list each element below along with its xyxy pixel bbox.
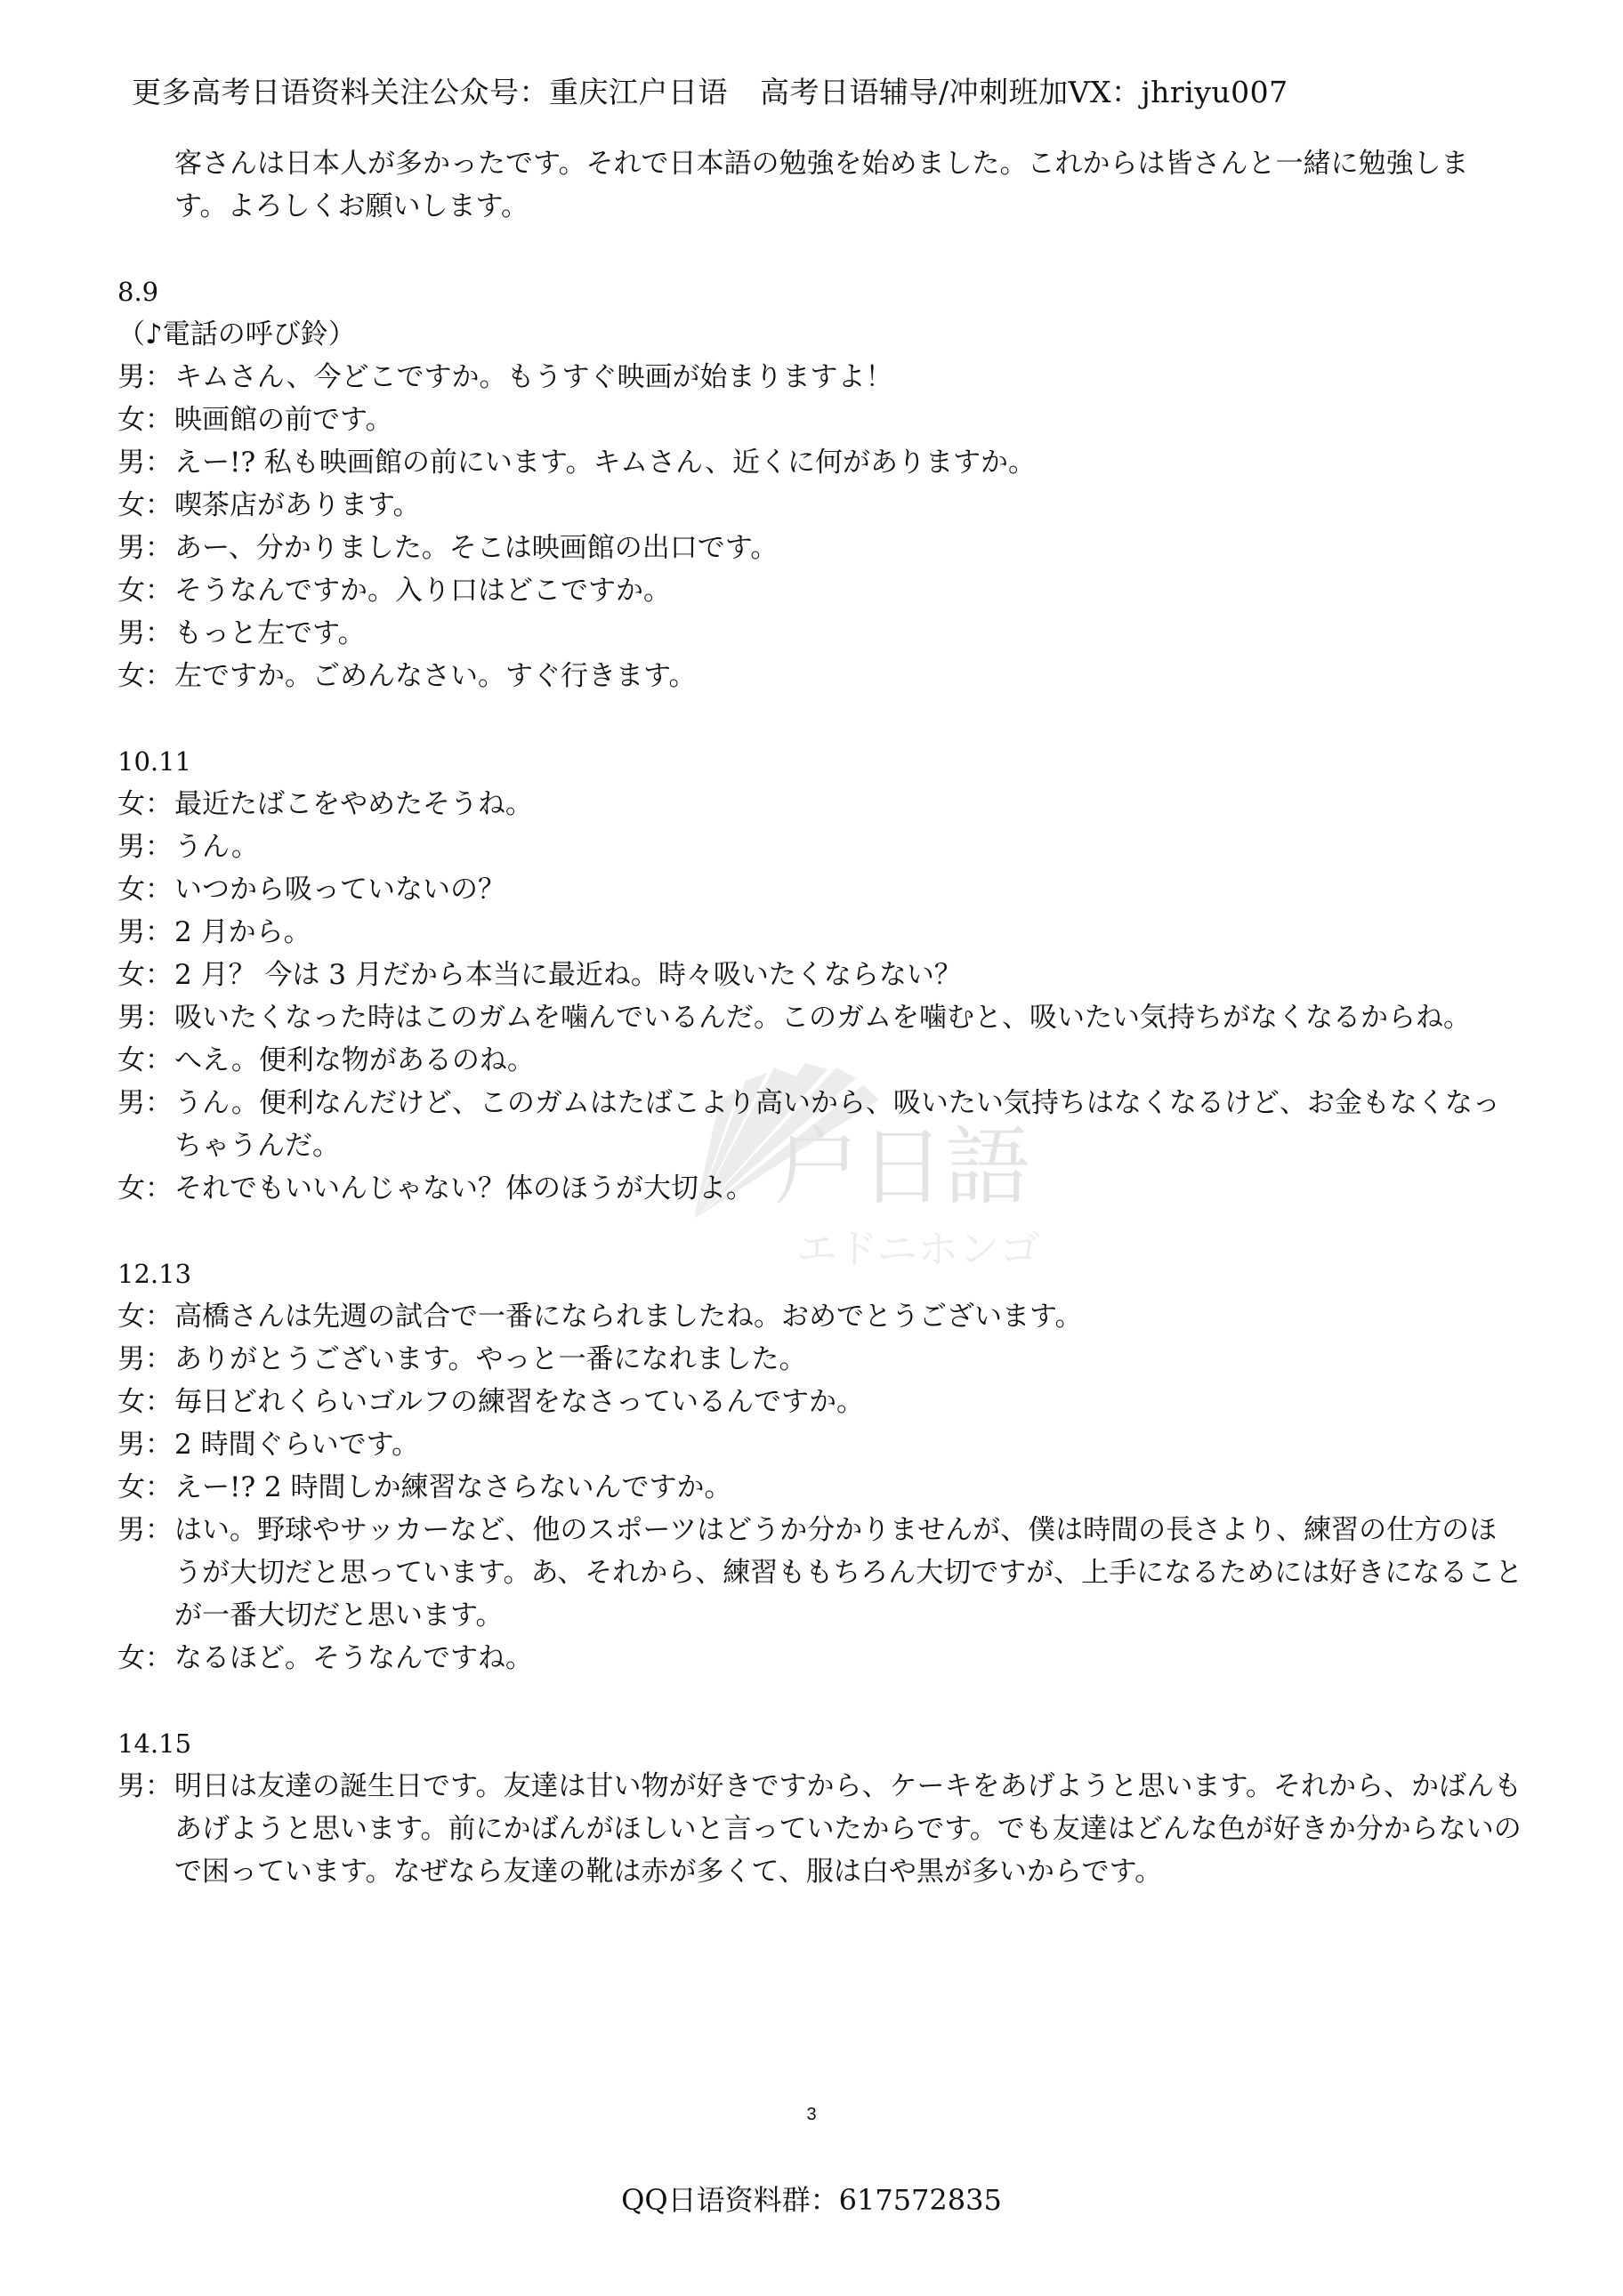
speaker-label: 女：	[117, 1301, 173, 1333]
section-number: 8.9	[117, 277, 159, 307]
speaker-label: 男：	[117, 1343, 173, 1375]
dialogue-line	[117, 1466, 1523, 1509]
intro-line: す。よろしくお願いします。	[174, 190, 529, 222]
speaker-label: 男：	[117, 1087, 173, 1119]
line-text: そうなんですか。入り口はどこですか。	[174, 575, 671, 607]
speaker-label: 男：	[117, 831, 173, 863]
line-text: 左ですか。ごめんなさい。すぐ行きます。	[174, 660, 697, 692]
line-text: 2 月？ 今は 3 月だから本当に最近ね。時々吸いたくならない？	[174, 959, 962, 991]
line-text: ありがとうございます。やっと一番になれました。	[174, 1343, 807, 1375]
page-footer: QQ日语资料群：617572835	[621, 2183, 1002, 2217]
line-text: はい。野球やサッカーなど、他のスポーツはどうか分かりませんが、僕は時間の長さより、練習の仕方のほうが大切だと思っています。あ、それから、練習ももちろん大切ですが、上手になるためには好きになることが一番大切だと思います。	[174, 1514, 1523, 1631]
dialogue-line	[117, 783, 1523, 826]
dialogue-line	[117, 1423, 1523, 1466]
line-text: 明日は友達の誕生日です。友達は甘い物が好きですから、ケーキをあげようと思います。それから、かばんもあげようと思います。前にかばんがほしいと言っていたからです。でも友達はどんな色が好きか分からないので困っています。なぜなら友達の靴は赤が多くて、服は白や黒が多いからです。	[174, 1770, 1522, 1888]
dialogue-line	[117, 1167, 1523, 1210]
watermark-subtitle: エドニホンゴ	[796, 1225, 1041, 1273]
speaker-label: 男：	[117, 447, 173, 479]
speaker-label: 女：	[117, 404, 173, 436]
speaker-label: 女：	[117, 489, 173, 521]
speaker-label: 女：	[117, 874, 173, 906]
speaker-label: 女：	[117, 1471, 173, 1503]
dialogue-line	[117, 1637, 1523, 1680]
line-text: キムさん、今どこですか。もうすぐ映画が始まりますよ！	[174, 361, 893, 393]
dialogue-line	[117, 1082, 1523, 1167]
speaker-label: 男：	[117, 1514, 173, 1546]
line-text: もっと左です。	[174, 617, 366, 649]
dialogue-line	[117, 1039, 1523, 1082]
section-number: 14.15	[117, 1728, 192, 1759]
dialogue-line	[117, 1381, 1523, 1423]
dialogue-section	[117, 1722, 1523, 1893]
line-text: いつから吸っていないの？	[174, 874, 505, 906]
line-text: 喫茶店があります。	[174, 489, 421, 521]
line-text: なるほど。そうなんですね。	[174, 1642, 533, 1674]
header-left-text: 更多高考日语资料关注公众号：重庆江户日语	[132, 75, 728, 109]
dialogue-line	[117, 826, 1523, 868]
line-text: 毎日どれくらいゴルフの練習をなさっているんですか。	[174, 1386, 864, 1418]
header-right-text: 高考日语辅导/冲刺班加VX：jhriyu007	[760, 75, 1288, 109]
speaker-label: 女：	[117, 1044, 173, 1076]
line-text: 2 月から。	[174, 916, 311, 948]
dialogue-line	[117, 868, 1523, 911]
section-number: 10.11	[117, 746, 192, 777]
line-text: 吸いたくなった時はこのガムを噛んでいるんだ。このガムを噛むと、吸いたい気持ちがなくなるからね。	[174, 1002, 1471, 1034]
dialogue-line	[117, 1295, 1523, 1338]
speaker-label: 女：	[117, 788, 173, 820]
dialogue-section	[117, 270, 1523, 697]
speaker-label: 男：	[117, 916, 173, 948]
intro-line: 客さんは日本人が多かったです。それで日本語の勉強を始めました。これからは皆さんと一緒に勉強しま	[174, 148, 1469, 180]
line-text: うん。	[174, 831, 259, 863]
page-number: 3	[806, 2105, 817, 2124]
dialogue-line	[117, 911, 1523, 954]
dialogue-section	[117, 740, 1523, 1210]
section-number: 12.13	[117, 1259, 192, 1289]
page-header	[132, 69, 1288, 111]
dialogue-line	[117, 527, 1523, 569]
speaker-label: 男：	[117, 361, 173, 393]
watermark-title: 户日語	[774, 1117, 1030, 1217]
dialogue-line	[117, 399, 1523, 441]
line-text: へえ。便利な物があるのね。	[174, 1044, 535, 1076]
speaker-label: 女：	[117, 1386, 173, 1418]
line-text: それでもいいんじゃない？体のほうが大切よ。	[174, 1172, 754, 1204]
line-text: えー!? 私も映画館の前にいます。キムさん、近くに何がありますか。	[174, 447, 1036, 479]
speaker-label: 男：	[117, 617, 173, 649]
speaker-label: 男：	[117, 532, 173, 564]
dialogue-line	[117, 954, 1523, 996]
dialogue-line	[117, 569, 1523, 612]
sound-note: （♪電話の呼び鈴）	[117, 318, 356, 350]
dialogue-line	[117, 356, 1523, 399]
speaker-label: 女：	[117, 660, 173, 692]
dialogue-line	[117, 1765, 1523, 1893]
speaker-label: 男：	[117, 1002, 173, 1034]
dialogue-line	[117, 612, 1523, 655]
dialogue-line	[117, 655, 1523, 697]
line-text: 映画館の前です。	[174, 404, 393, 436]
line-text: あー、分かりました。そこは映画館の出口です。	[174, 532, 779, 564]
line-text: 2 時間ぐらいです。	[174, 1429, 420, 1461]
line-text: うん。便利なんだけど、このガムはたばこより高いから、吸いたい気持ちはなくなるけど、お金もなくなっちゃうんだ。	[174, 1087, 1500, 1162]
intro-paragraph	[117, 142, 1523, 228]
speaker-label: 女：	[117, 1642, 173, 1674]
line-text: 最近たばこをやめたそうね。	[174, 788, 533, 820]
line-text: 高橋さんは先週の試合で一番になられましたね。おめでとうございます。	[174, 1301, 1083, 1333]
speaker-label: 女：	[117, 575, 173, 607]
speaker-label: 男：	[117, 1429, 173, 1461]
dialogue-line	[117, 441, 1523, 484]
dialogue-line	[117, 484, 1523, 527]
dialogue-line	[117, 1509, 1523, 1637]
line-text: えー!? 2 時間しか練習なさらないんですか。	[174, 1471, 732, 1503]
dialogue-line	[117, 1338, 1523, 1381]
dialogue-line	[117, 996, 1523, 1039]
document-body	[117, 142, 1523, 1893]
speaker-label: 男：	[117, 1770, 173, 1802]
speaker-label: 女：	[117, 1172, 173, 1204]
speaker-label: 女：	[117, 959, 173, 991]
dialogue-section	[117, 1253, 1523, 1680]
